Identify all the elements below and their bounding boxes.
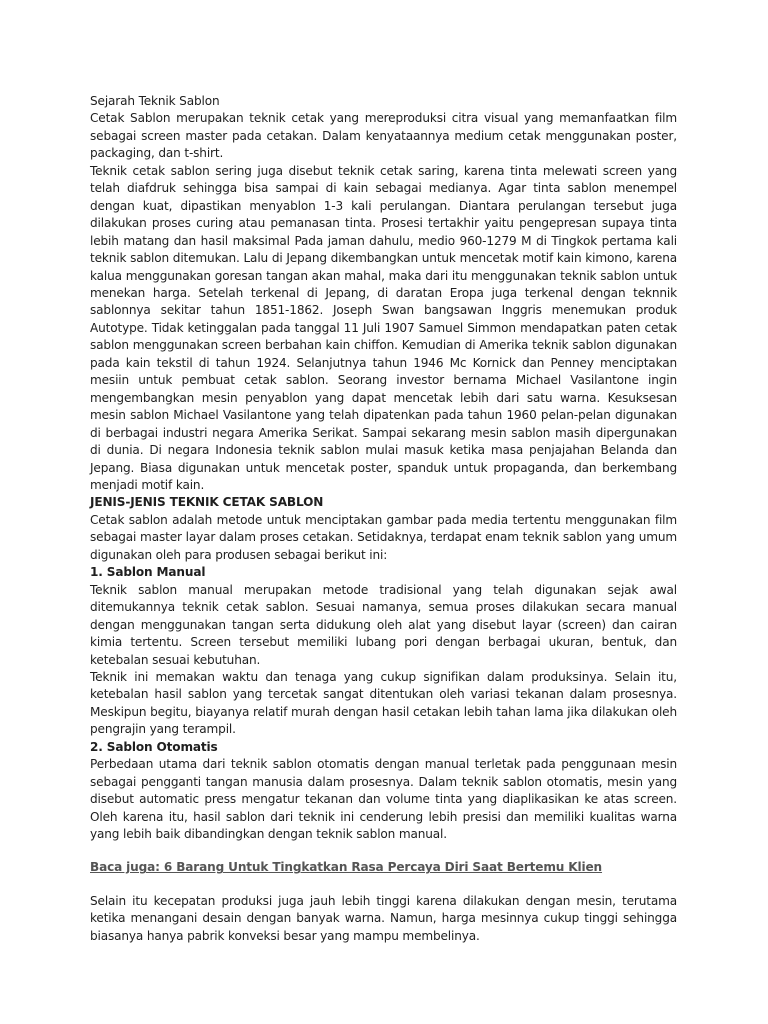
document-page bbox=[90, 93, 677, 945]
paragraph-history: Teknik cetak sablon sering juga disebut teknik cetak saring, karena tinta melewati screen yang telah diafdruk sehingga bisa sampai di kain sebagai medianya. Agar tinta sablon menempel dengan kuat, dipastikan menyablon 1-3 kali perulangan. Diantara perulangan tersebut juga dilakukan proses curing atau pemanasan tinta. Prosesi tertakhir yaitu pengepresan supaya tinta lebih matang dan hasil maksimal Pada jaman dahulu, medio 960-1279 M di Tingkok pertama kali teknik sablon ditemukan. Lalu di Jepang dikembangkan untuk mencetak motif kain kimono, karena kalua menggunakan goresan tangan akan mahal, maka dari itu menggunakan teknik sablon untuk menekan harga. Setelah terkenal di Jepang, di daratan Eropa juga terkenal dengan teknnik sablonnya sekitar tahun 1851-1862. Joseph Swan bangsawan Inggris menemukan produk Autotype. Tidak ketinggalan pada tanggal 11 Juli 1907 Samuel Simmon mendapatkan paten cetak sablon menggunakan screen berbahan kain chiffon. Kemudian di Amerika teknik sablon digunakan pada kain tekstil di tahun 1924. Selanjutnya tahun 1946 Mc Kornick dan Penney menciptakan mesiin untuk pembuat cetak sablon. Seorang investor bernama Michael Vasilantone ingin mengembangkan mesin penyablon yang dapat mencetak lebih dari satu warna. Kesuksesan mesin sablon Michael Vasilantone yang telah dipatenkan pada tahun 1960 pelan-pelan digunakan di berbagai industri negara Amerika Serikat. Sampai sekarang mesin sablon masih dipergunakan di dunia. Di negara Indonesia teknik sablon mulai masuk ketika masa penjajahan Belanda dan Jepang. Biasa digunakan untuk mencetak poster, spanduk untuk propaganda, dan berkembang menjadi motif kain. bbox=[90, 163, 677, 492]
spacer bbox=[90, 877, 677, 893]
document-title: Sejarah Teknik Sablon bbox=[90, 94, 220, 108]
subheading-sablon-manual: 1. Sablon Manual bbox=[90, 565, 206, 580]
baca-juga-link[interactable]: Baca juga: 6 Barang Untuk Tingkatkan Rasa Percaya Diri Saat Bertemu Klien bbox=[90, 860, 603, 875]
section-heading-jenis: JENIS-JENIS TEKNIK CETAK SABLON bbox=[90, 495, 324, 510]
paragraph-otomatis-2: Selain itu kecepatan produksi juga jauh lebih tinggi karena dilakukan dengan mesin, terutama ketika menangani desain dengan banyak warna. Namun, harga mesinnya cukup tinggi sehingga biasanya hanya pabrik konveksi besar yang mampu membelinya. bbox=[90, 893, 677, 943]
subheading-sablon-otomatis: 2. Sablon Otomatis bbox=[90, 739, 218, 754]
paragraph-otomatis-1: Perbedaan utama dari teknik sablon otomatis dengan manual terletak pada penggunaan mesin sebagai pengganti tangan manusia dalam prosesnya. Dalam teknik sablon otomatis, mesin yang disebut automatic press mengatur tekanan dan volume tinta yang diaplikasikan ke atas screen. Oleh karena itu, hasil sablon dari teknik ini cenderung lebih presisi dan memiliki kualitas warna yang lebih baik dibandingkan dengan teknik sablon manual. bbox=[90, 757, 677, 842]
paragraph-manual-2: Teknik ini memakan waktu dan tenaga yang cukup signifikan dalam produksinya. Selain itu, ketebalan hasil sablon yang tercetak sangat ditentukan oleh variasi tekanan dalam prosesnya. Meskipun begitu, biayanya relatif murah dengan hasil cetakan lebih tahan lama jika dilakukan oleh pengrajin yang terampil. bbox=[90, 669, 677, 737]
paragraph-jenis-intro: Cetak sablon adalah metode untuk menciptakan gambar pada media tertentu menggunakan film sebagai master layar dalam proses cetakan. Setidaknya, terdapat enam teknik sablon yang umum digunakan oleh para produsen sebagai berikut ini: bbox=[90, 512, 677, 562]
paragraph-manual-1: Teknik sablon manual merupakan metode tradisional yang telah digunakan sejak awal ditemukannya teknik cetak sablon. Sesuai namanya, semua proses dilakukan secara manual dengan menggunakan tangan serta didukung oleh alat yang disebut layar (screen) dan cairan kimia tertentu. Screen tersebut memiliki lubang pori dengan berbagai ukuran, bentuk, dan ketebalan sesuai kebutuhan. bbox=[90, 582, 677, 667]
paragraph-intro: Cetak Sablon merupakan teknik cetak yang mereproduksi citra visual yang memanfaatkan film sebagai screen master pada cetakan. Dalam kenyataannya medium cetak menggunakan poster, packaging, dan t-shirt. bbox=[90, 111, 677, 161]
spacer bbox=[90, 843, 677, 859]
